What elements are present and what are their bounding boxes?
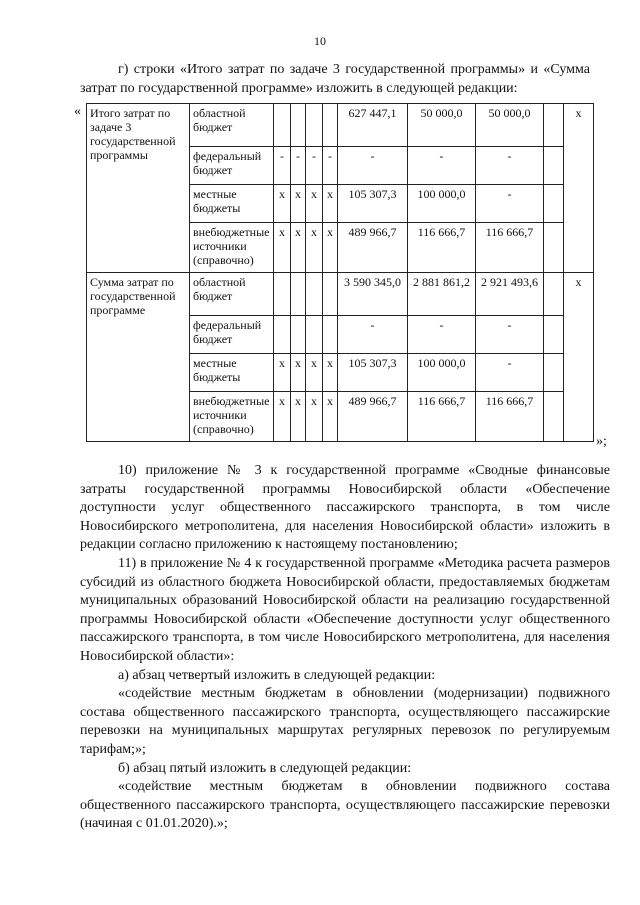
value-cell: 489 966,7: [338, 223, 408, 273]
value-cell: -: [476, 354, 544, 392]
marker-cell: х: [323, 354, 338, 392]
value-cell: -: [338, 316, 408, 354]
value-cell: -: [476, 185, 544, 223]
marker-cell: -: [274, 147, 291, 185]
value-cell: 105 307,3: [338, 185, 408, 223]
empty-cell: [544, 316, 564, 354]
funding-source: федеральный бюджет: [190, 316, 274, 354]
empty-cell: [544, 354, 564, 392]
table-row: [87, 104, 594, 147]
funding-source: федеральный бюджет: [190, 147, 274, 185]
marker-cell: х: [306, 392, 323, 442]
marker-cell: [306, 273, 323, 316]
funding-source: местные бюджеты: [190, 185, 274, 223]
value-cell: -: [476, 316, 544, 354]
table-row: [87, 273, 594, 316]
value-cell: 116 666,7: [408, 392, 476, 442]
funding-source: внебюджетные источники (справочно): [190, 392, 274, 442]
paragraph-11: 11) в приложение № 4 к государственной программе «Методика расчета размеров субсидий из областного бюджета Новосибирской области, предоставляемых бюджетам муниципальных образований Новосибирской области на реализацию государственной программы Новосибирской области «Обеспечение доступности услуг общественного пассажирского транспорта, в том числе Новосибирского метрополитена, для населения Новосибирской области»:: [80, 555, 610, 664]
paragraph-b-quote: «содействие местным бюджетам в обновлении подвижного состава общественного пассажирского транспорта, осуществляющего пассажирские перевозки (начиная с 01.01.2020).»;: [80, 779, 610, 832]
marker-cell: х: [274, 392, 291, 442]
marker-cell: х: [274, 354, 291, 392]
value-cell: 489 966,7: [338, 392, 408, 442]
marker-cell: [306, 104, 323, 147]
last-column-cell: х: [564, 273, 594, 442]
value-cell: 50 000,0: [408, 104, 476, 147]
marker-cell: [274, 104, 291, 147]
marker-cell: [274, 316, 291, 354]
marker-cell: х: [291, 223, 306, 273]
value-cell: 2 881 861,2: [408, 273, 476, 316]
financial-table: [86, 103, 594, 442]
value-cell: 105 307,3: [338, 354, 408, 392]
value-cell: -: [408, 316, 476, 354]
marker-cell: [306, 316, 323, 354]
marker-cell: х: [323, 392, 338, 442]
paragraph-a-quote: «содействие местным бюджетам в обновлении (модернизации) подвижного состава общественного пассажирского транспорта, осуществляющего пассажирские перевозки на муниципальных маршрутах регулярных перевозок по регулируемым тарифам;»;: [80, 686, 610, 757]
last-column-cell: х: [564, 104, 594, 273]
marker-cell: [291, 273, 306, 316]
marker-cell: -: [291, 147, 306, 185]
marker-cell: -: [306, 147, 323, 185]
value-cell: 116 666,7: [408, 223, 476, 273]
marker-cell: х: [306, 223, 323, 273]
value-cell: 116 666,7: [476, 392, 544, 442]
value-cell: 627 447,1: [338, 104, 408, 147]
marker-cell: х: [291, 354, 306, 392]
empty-cell: [544, 392, 564, 442]
group-title: Сумма затрат по государственной программе: [87, 273, 190, 442]
marker-cell: [323, 104, 338, 147]
value-cell: 100 000,0: [408, 185, 476, 223]
intro-paragraph: [80, 60, 590, 98]
paragraph-10: 10) приложение № 3 к государственной программе «Сводные финансовые затраты государственной программы Новосибирской области «Обеспечение доступности услуг общественного пассажирского транспорта, в том числе Новосибирского метрополитена, для населения Новосибирской области» изложить в редакции согласно приложению к настоящему постановлению;: [80, 463, 610, 553]
intro-text: г) строки «Итого затрат по задаче 3 государственной программы» и «Сумма затрат по государственной программе» изложить в следующей редакции:: [80, 62, 590, 96]
opening-quote: «: [74, 104, 81, 119]
funding-source: местные бюджеты: [190, 354, 274, 392]
marker-cell: х: [306, 185, 323, 223]
marker-cell: х: [274, 185, 291, 223]
body-text: [80, 462, 610, 834]
marker-cell: х: [274, 223, 291, 273]
value-cell: -: [338, 147, 408, 185]
funding-source: областной бюджет: [190, 104, 274, 147]
group-title: Итого затрат по задаче 3 государственной программы: [87, 104, 190, 273]
value-cell: 50 000,0: [476, 104, 544, 147]
empty-cell: [544, 185, 564, 223]
marker-cell: [291, 104, 306, 147]
marker-cell: х: [291, 185, 306, 223]
value-cell: -: [408, 147, 476, 185]
marker-cell: [274, 273, 291, 316]
marker-cell: х: [291, 392, 306, 442]
value-cell: 3 590 345,0: [338, 273, 408, 316]
marker-cell: [323, 316, 338, 354]
marker-cell: [323, 273, 338, 316]
marker-cell: х: [306, 354, 323, 392]
paragraph-b: б) абзац пятый изложить в следующей редакции:: [118, 760, 412, 776]
empty-cell: [544, 273, 564, 316]
marker-cell: х: [323, 223, 338, 273]
funding-source: областной бюджет: [190, 273, 274, 316]
value-cell: 116 666,7: [476, 223, 544, 273]
empty-cell: [544, 147, 564, 185]
paragraph-a: а) абзац четвертый изложить в следующей редакции:: [118, 667, 436, 683]
marker-cell: х: [323, 185, 338, 223]
value-cell: 2 921 493,6: [476, 273, 544, 316]
marker-cell: [291, 316, 306, 354]
funding-source: внебюджетные источники (справочно): [190, 223, 274, 273]
page-number: 10: [314, 34, 326, 48]
value-cell: -: [476, 147, 544, 185]
empty-cell: [544, 104, 564, 147]
closing-quote: »;: [596, 434, 607, 449]
value-cell: 100 000,0: [408, 354, 476, 392]
marker-cell: -: [323, 147, 338, 185]
empty-cell: [544, 223, 564, 273]
